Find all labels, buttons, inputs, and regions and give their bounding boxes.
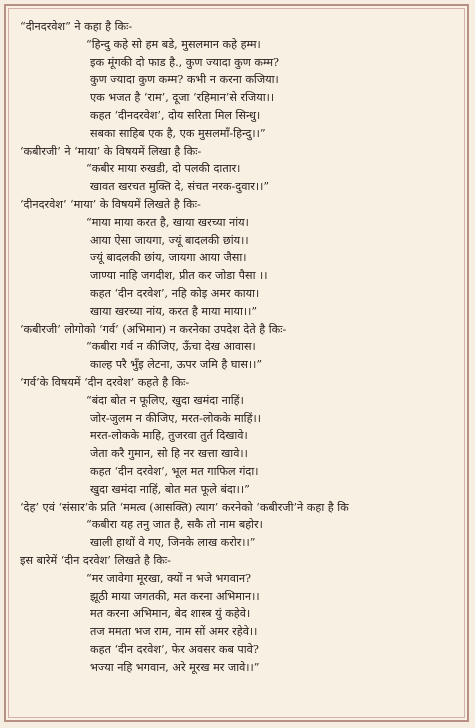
verse-line: “कबीर माया रुखडी, दो पलकी दातार। (86, 162, 241, 176)
verse-line: ज्यूं बादलकी छांय, जायगा आया जैसा। (90, 251, 247, 265)
verse-line: जाण्या नाहि जगदीश, प्रीत कर जोडा पैसा ।। (90, 269, 268, 283)
page-border (4, 4, 469, 722)
verse-line: “कबीरा यह तनु जात है, सकै तो नाम बहोर। (86, 518, 263, 532)
verse-line: “माया माया करत है, खाया खरच्या नांय। (86, 215, 249, 229)
section-intro: “दीनदरवेश” ने कहा है किः- (20, 20, 133, 33)
verse-line: आया ऐसा जायगा, ज्यूं बादलकी छांय।। (90, 233, 249, 247)
verse-line: खुदा खमंदा नाहिं, बोत मत फूले बंदा।।” (90, 482, 250, 496)
document-body (20, 18, 457, 676)
verse-line: मरत-लोकके माहि, तुजरवा तुर्त दिखावे। (90, 429, 248, 443)
verse-line: एक भजत है ‘राम’, दूजा ‘रहिमान’से रजिया।। (90, 91, 275, 105)
verse-line: कहत ‘दीनदरवेश’, दोय सरिता मिल सिन्धु। (90, 108, 261, 122)
verse-line: तज ममता भज राम, नाम सों अमर रहेवे।। (90, 625, 258, 639)
section-intro: ‘कबीरजी’ लोगोको ‘गर्व’ (अभिमान) न करनेका उपदेश देते है किः- (20, 322, 287, 336)
verse-line: कुण ज्यादा कुण कम्म? कभी न करना कजिया। (90, 73, 279, 87)
verse-line: खाली हाथों वे गए, जिनके लाख करोर।।” (90, 536, 256, 550)
verse-line: भज्या नहि भगवान, अरे मूरख मर जावे।।” (90, 660, 260, 674)
verse-line: काल्ह परै भुँइ लेटना, ऊपर जमि है घास।।” (90, 358, 263, 372)
verse-line: सबका साहिब एक है, एक मुसलमाँ-हिन्दु।।” (90, 126, 266, 140)
section-intro: ‘गर्व’के विषयमें ‘दीन दरवेश’ कहते है किः- (20, 375, 190, 389)
verse-line: “हिन्दु कहे सो हम बडे, मुसलमान कहे हम्म। (86, 37, 261, 51)
verse-line: “कबीरा गर्व न कीजिए, ऊँचा देख आवास। (86, 340, 256, 354)
section-intro: ‘कबीरजी’ ने ‘माया’ के विषयमें लिखा है किः- (20, 144, 202, 158)
section-intro: ‘देह’ एवं ‘संसार’के प्रति ‘ममत्व (आसक्ति) त्याग’ करनेको ‘कबीरजी’ने कहा है कि (20, 500, 349, 514)
verse-line: “बंदा बोत न फूलिए, खुदा खमंदा नाहिं। (86, 393, 244, 407)
verse-line: जेता करै गुमान, सो हि नर खत्ता खावे।। (90, 447, 248, 461)
verse-line: झूठी माया जगतकी, मत करना अभिमान।। (90, 589, 260, 603)
section-intro: इस बारेमें ‘दीन दरवेश’ लिखते है किः- (20, 553, 171, 567)
verse-line: कहत ‘दीन दरवेश’, भूल मत गाफिल गंदा। (90, 464, 259, 478)
section-intro: ‘दीनदरवेश’ ‘माया’ के विषयमें लिखते है किः- (20, 197, 201, 211)
verse-line: कहत ‘दीन दरवेश’, नहि कोइ अमर काया। (90, 286, 260, 300)
verse-line: खाया खरच्या नांय, करत है माया माया।।” (90, 304, 258, 318)
verse-line: इक मूंगकी दो फाड है., कुण ज्यादा कुण कम्म? (90, 55, 280, 69)
verse-line: “मर जावेगा मूरखा, क्यों न भजे भगवान? (86, 571, 252, 585)
verse-line: कहत ‘दीन दरवेश’, फेर अवसर कब पावे? (90, 642, 259, 656)
verse-line: मत करना अभिमान, बेद शास्त्र युं कहेवे। (90, 607, 251, 621)
verse-line: जोर-जुलम न कीजिए, मरत-लोकके माहिं।। (90, 411, 261, 425)
verse-line: खावत खरचत मुक्ति दे, संचत नरक-दुवार।।” (90, 180, 270, 194)
